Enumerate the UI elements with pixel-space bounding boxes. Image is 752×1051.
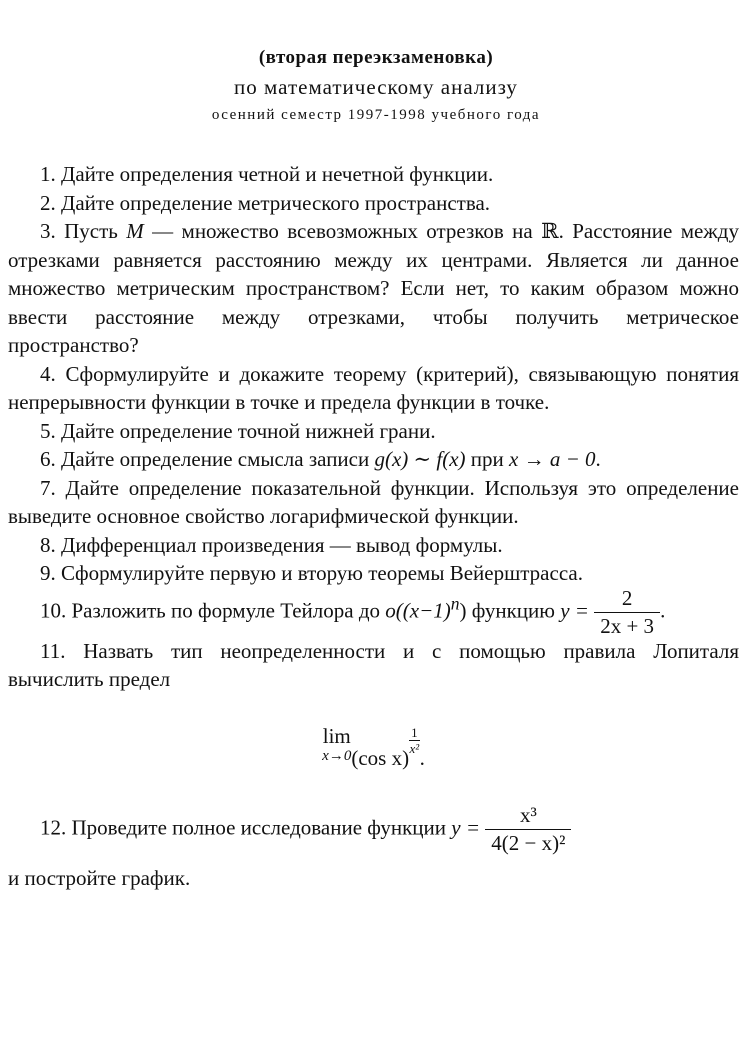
question-6: 6. Дайте определение смысла записи g(x) ∼ f(x) при x → a − 0. xyxy=(40,447,601,471)
exam-title: (вторая переэкзаменовка) xyxy=(258,47,494,68)
question-9: 9. Сформулируйте первую и вторую теоремы Вейерштрасса. xyxy=(40,561,583,585)
question-5: 5. Дайте определение точной нижней грани. xyxy=(40,418,436,443)
question-4: 4. Сформулируйте и докажите теорему (критерий), связывающую понятия непрерывности функции в точке и предела функции в точке. xyxy=(8,361,739,414)
question-10: 10. Разложить по формуле Тейлора до $o((x-1)^n)$ функцию y = $\frac{2}{2x + 3}$ . xyxy=(40,585,666,638)
question-7: 7. Дайте определение показательной функции. Используя это определение выведите основное свойство логарифмической функции. xyxy=(8,475,739,528)
question-12-continuation: и постройте график. xyxy=(8,865,191,890)
fraction-q10: $\frac{2}{2x + 3}$ xyxy=(594,588,660,637)
fraction-q12: $\frac{\text{x³}}{\text{4(2 − x)²}}$ xyxy=(485,805,571,854)
question-2: 2. Дайте определение метрического пространства. xyxy=(40,190,491,215)
question-11: 11. Назвать тип неопределенности и с помощью правила Лопиталя вычислить предел xyxy=(8,638,739,691)
question-12: 12. Проведите полное исследование функции y = $\frac{\text{x³}}{\text{4(2 − x)²}}$ xyxy=(8,805,739,854)
question-list xyxy=(8,160,739,892)
question-3: 3. Пусть M — множество всевозможных отрезков на ℝ. Расстояние между отрезками равняется расстоянию между их центрами. Является ли данное множество метрическим пространством? Если нет, то каким образом можно ввести расстояние между отрезками, чтобы получить метрическое пространство? xyxy=(8,219,739,357)
question-8: 8. Дифференциал произведения — вывод формулы. xyxy=(40,532,503,557)
exam-subject: по математическому анализу xyxy=(234,75,518,99)
question-1: 1. Дайте определения четной и нечетной функции. xyxy=(40,162,494,186)
exam-semester: осенний семестр 1997-1998 учебного года xyxy=(211,107,541,123)
limit-formula: lim x→0 (cos x) $\frac{1}{\text{x²}}$ . xyxy=(322,723,425,770)
